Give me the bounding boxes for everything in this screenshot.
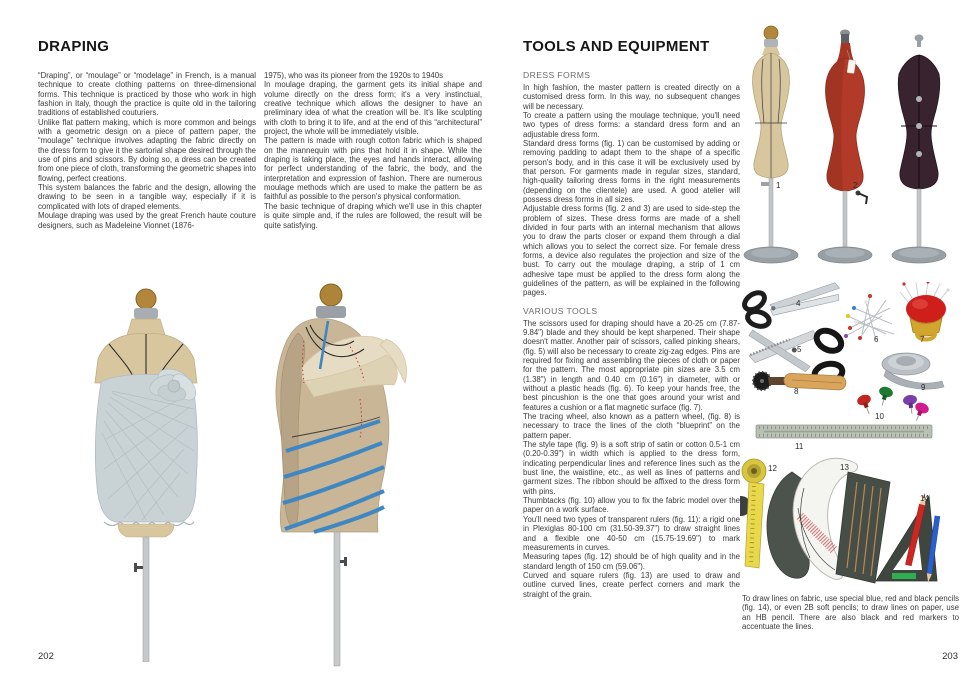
measuring-tape — [740, 459, 766, 568]
paragraph: To create a pattern using the moulage technique, you'll need two types of dress forms: a standard dress form and an adjustable dress form. — [523, 110, 740, 139]
draping-text-columns — [38, 71, 482, 230]
draped-top-front-illustration — [46, 287, 248, 662]
thumbtacks — [856, 385, 931, 423]
dress-forms-illustration — [741, 22, 959, 274]
paragraph: Curved and square rulers (fig. 13) are used to draw and outline curved lines, create perfect corners and mark the straight of the grain. — [523, 570, 740, 599]
standard-dress-form — [744, 26, 798, 263]
paragraph: Measuring tapes (fig. 12) should be of high quality and in the standard length of 150 cm (59.06"). — [523, 552, 740, 571]
long-ruler — [756, 425, 932, 438]
pins — [844, 294, 894, 340]
paragraph: 1975), who was its pioneer from the 1920s to 1940s — [264, 71, 444, 80]
figure-number: 2 — [853, 181, 858, 190]
page-number-left: 202 — [38, 651, 54, 662]
paragraph: Thumbtacks (fig. 10) allow you to fix the fabric model over the paper on a work surface. — [523, 496, 740, 515]
scissors — [740, 282, 843, 331]
paragraph: The scissors used for draping should have a 20-25 cm (7.87-9.84") blade and they should be kept sharpened. Their shape doesn't matter. Another pair of scissors, called pinking shears, (fig. 5) will also be necessary to create zig-zag edges. Pins are required for fixing and assembling the pieces of cloth or paper for the pattern. The most appropriate pin sizes are 3.5 cm (1.38") in length and 0.40 cm (0.16") in diameter, with or without a plastic heads (fig. 6). To keep your hands free, the best pincushion is the one that goes around your wrist and features a cushion or a flat magnetic surface (fig. 7). — [523, 318, 740, 412]
tools-text-column — [523, 71, 740, 599]
page-title-draping: DRAPING — [38, 38, 110, 55]
heading-dress-forms: DRESS FORMS — [523, 70, 591, 80]
tools-caption: To draw lines on fabric, use special blue, red and black pencils (fig. 14), or even 2B soft pencils; to draw lines on paper, use an HB pencil. There are also black and red markers to accentuate the lines. — [742, 594, 959, 632]
draping-column-1 — [38, 71, 256, 230]
tools-illustration — [740, 282, 960, 600]
paragraph: The tracing wheel, also known as a pattern wheel, (fig. 8) is necessary to trace the lines of the cloth “blueprint” on the pattern paper. — [523, 412, 740, 440]
paragraph: Adjustable dress forms (fig. 2 and 3) are used to side-step the problem of sizes. These dress forms are made of a shell divided in four parts with an internal mechanism that allows you to draw the parts closer or expand them through a dial which allows you to select the correct size. For female dress forms, a device also regulates the projection and size of the bust. To carry out the moulage draping, a strip of 1 cm adhesive tape must be applied to the dress form along the guidelines of the pattern, as will be explained in the following pages. — [523, 204, 740, 298]
figure-number: 7 — [920, 335, 925, 344]
figure-number: 12 — [768, 464, 777, 473]
photo-various-tools — [740, 282, 960, 600]
paragraph: The pattern is made with rough cotton fabric which is shaped on the mannequin with pins that hold it in shape. While the draping is taking place, the eyes and hands interact, allowing for perfect understanding of the fabric, the body, and the interpretation and expression of fashion. There are numerous moulage methods which are used to make the pattern be as faithful as possible to the person's physical conformation. — [264, 136, 482, 202]
figure-number: 4 — [796, 299, 801, 308]
photo-draped-side-tape — [252, 281, 458, 671]
paragraph: Moulage draping was used by the great French haute couture designers, such as Madeleine Vionnet (1876- — [38, 211, 256, 230]
paragraph: The basic technique of draping which we'll use in this chapter is quite simple and, if the rules are followed, the result will be quite satisfying. — [264, 201, 482, 230]
photo-dress-forms — [741, 22, 959, 274]
figure-number: 14 — [920, 494, 929, 503]
draping-column-2 — [264, 71, 482, 230]
tracing-wheel — [753, 372, 846, 390]
style-tape-roll — [882, 353, 944, 389]
figure-number: 1 — [776, 181, 781, 190]
paragraph: Standard dress forms (fig. 1) can be customised by adding or removing padding to adapt them to the shape of a specific person's body, and in this case it will be exclusively used by that person. For garments made in regular sizes, standard, high-quality tailoring dress forms in the right measurements (depending on the clientele) are used. A good atelier will possess dress forms in all sizes. — [523, 138, 740, 204]
figure-number: 9 — [921, 383, 926, 392]
paragraph: The style tape (fig. 9) is a soft strip of satin or cotton 0.5-1 cm (0.20-0.39") in width which is applied to the dress form, indicating perpendicular lines and reference lines such as the bust line, the waistline, etc., as well as lines of patterns and garment sizes. The ribbon should be affixed to the dress form with pins. — [523, 440, 740, 496]
pole-handle — [134, 563, 143, 572]
figure-number: 3 — [922, 181, 927, 190]
paragraph: “Draping”, or “moulage” or “modelage” in French, is a manual technique to create clothing patterns on three-dimensional forms. This technique is practiced by those who work in high fashion in Italy, though the practice is quite old in the tailoring traditions of established couturiers. — [38, 71, 256, 118]
paragraph: Unlike flat pattern making, which is more common and beings with a geometric design on a piece of pattern paper, the “moulage” technique involves adapting the fabric directly on the dress form to give it the sartorial shape desired through the use of pins and scissors. By doing so, a dress can be created from one piece of cloth, transforming the geometric shapes into flowing, perfect creations. — [38, 117, 256, 183]
page-number-right: 203 — [942, 651, 958, 662]
heading-various-tools: VARIOUS TOOLS — [523, 305, 598, 316]
figure-number: 5 — [797, 345, 802, 354]
paragraph: In moulage draping, the garment gets its initial shape and volume directly on the dress form; it's a very instinctual, creative technique which allows the designer to have an preliminary idea of what the creation will be. It's like sculpting with cloth to bring it to life, and at the end of this “architectural” project, the whole will be immediately visible. — [264, 80, 482, 137]
paragraph: You'll need two types of transparent rulers (fig. 11): a rigid one in Plexiglas 80-100 cm (31.50-39.37") to draw straight lines and a flexible one 40-50 cm (15.75-19.69") to mark measurements in curves. — [523, 514, 740, 552]
page-title-tools: TOOLS AND EQUIPMENT — [523, 38, 710, 55]
pole-handle — [340, 557, 347, 566]
figure-number: 13 — [840, 463, 849, 472]
draped-side-illustration — [252, 281, 458, 671]
adjustable-dress-form-dark — [892, 35, 946, 264]
adjustable-dress-form-red — [818, 30, 872, 264]
figure-number: 8 — [794, 387, 799, 396]
figure-number: 6 — [874, 335, 879, 344]
paragraph: In high fashion, the master pattern is created directly on a customised dress form. In this way, no subsequent changes will be necessary. — [523, 82, 740, 111]
figure-number: 10 — [875, 412, 884, 421]
photo-draped-top-front — [46, 287, 248, 662]
paragraph: This system balances the fabric and the design, allowing the drawing to be seen in a tangible way, especially if it is complicated with lots of draped elements. — [38, 183, 256, 211]
figure-number: 11 — [795, 442, 804, 451]
ring-pincushion — [900, 282, 950, 340]
